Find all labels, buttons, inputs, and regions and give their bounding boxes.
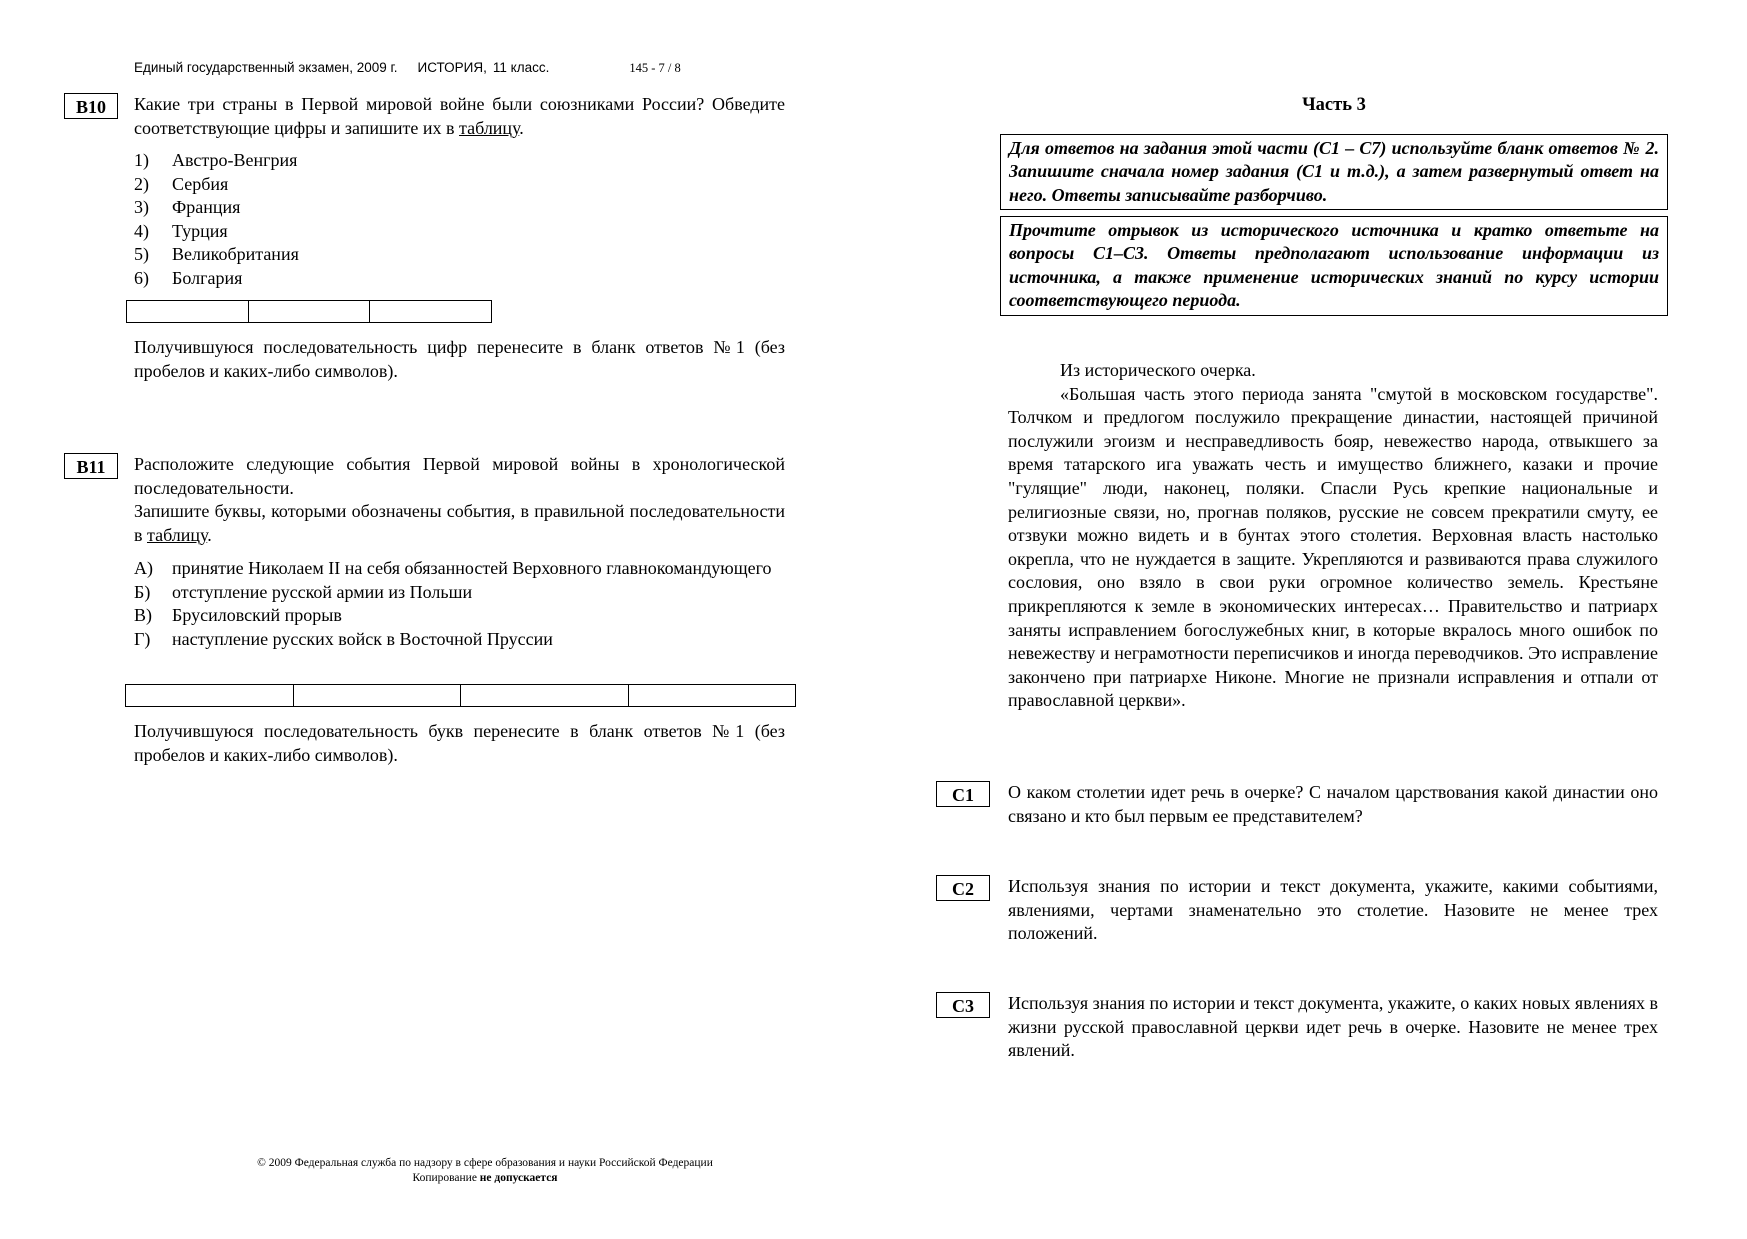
b10-option: 3) Франция bbox=[134, 197, 241, 218]
c2-label: C2 bbox=[936, 875, 990, 901]
b10-option: 2) Сербия bbox=[134, 173, 229, 194]
b10-transfer-note: Получившуюся последовательность цифр перенесите в бланк ответов №1 (без пробелов и каких-либо символов). bbox=[134, 337, 785, 381]
answer-cell[interactable] bbox=[126, 685, 294, 707]
c2-question: Используя знания по истории и текст документа, укажите, какими событиями, явлениями, чертами знаменательно это столетие. Назовите не менее трех положений. bbox=[1008, 876, 1658, 944]
source-instruction-box: Прочтите отрывок из исторического источника и кратко ответьте на вопросы C1–C3. Ответы предполагают использование информации из источника, а также применение исторических знаний по курсу истории соответствующего периода. bbox=[1000, 216, 1668, 316]
page-header bbox=[134, 60, 681, 76]
b10-option: 6) Болгария bbox=[134, 267, 243, 288]
copying-line: Копирование не допускается bbox=[412, 1172, 558, 1184]
source-title: Из исторического очерка. bbox=[1060, 360, 1256, 380]
b10-option: 4) Турция bbox=[134, 220, 228, 241]
c3-label: C3 bbox=[936, 992, 990, 1018]
b11-instruction: Запишите буквы, которыми обозначены события, в правильной последовательности в таблицу. bbox=[134, 501, 785, 545]
b10-table-link: таблицу bbox=[459, 117, 520, 138]
copyright-line: © 2009 Федеральная служба по надзору в сфере образования и науки Российской Федерации bbox=[257, 1157, 713, 1169]
b11-option: В) Брусиловский прорыв bbox=[134, 605, 342, 626]
source-excerpt bbox=[1008, 359, 1658, 713]
c3-question: Используя знания по истории и текст документа, укажите, о каких новых явлениях в жизни русской православной церкви идет речь в очерке. Назовите не менее трех явлений. bbox=[1008, 993, 1658, 1061]
source-text: «Большая часть этого периода занята "смутой в московском государстве". Толчком и предлогом послужило прекращение династии, настоящей причиной послужили эгоизм и несправедливость бояр, невежество народа, отвыкшего за время татарского ига уважать честь и имущество ближнего, казаки и прочие "гулящие" люди, наконец, поляки. Спасли Русь крепкие национальные и религиозные связи, но, прогнав поляков, русские не совсем прекратили смуту, ее отзвуки можно видеть и в бунтах этого столетия. Верховная власть настолько окрепла, что не нуждается в защите. Укрепляются и развиваются права служилого сословия, оно взяло в свои руки огромное количество земель. Крестьяне прикрепляются к земле в экономических интересах… Правительство и патриарх заняты исправлением богослужебных книг, в которые вкралось много ошибок по невежеству и неграмотности переписчиков и иногда переводчиков. Это исправление закончено при патриархе Никоне. Многие не признали исправления и отпали от православной церкви». bbox=[1008, 383, 1658, 711]
b11-option: А) принятие Николаем II на себя обязанностей Верховного главнокомандующего bbox=[134, 558, 772, 578]
b11-option: Б) отступление русской армии из Польши bbox=[134, 581, 473, 602]
b11-table-link: таблицу bbox=[147, 524, 208, 545]
exam-title: Единый государственный экзамен, 2009 г. bbox=[134, 60, 398, 75]
b11-question: Расположите следующие события Первой мировой войны в хронологической последовательности. bbox=[134, 454, 785, 498]
exam-subject: ИСТОРИЯ, bbox=[417, 60, 487, 75]
b10-label: B10 bbox=[64, 93, 118, 119]
b10-option: 5) Великобритания bbox=[134, 244, 299, 265]
b10-question: Какие три страны в Первой мировой войне были союзниками России? Обведите соответствующие цифры и запишите их в таблицу. bbox=[134, 94, 785, 138]
b11-transfer-note: Получившуюся последовательность букв перенесите в бланк ответов №1 (без пробелов и каких-либо символов). bbox=[134, 721, 785, 765]
answer-cell[interactable] bbox=[127, 301, 249, 323]
b11-answer-table[interactable] bbox=[125, 684, 796, 707]
c1-question: О каком столетии идет речь в очерке? С началом царствования какой династии оно связано и кто был первым ее представителем? bbox=[1008, 782, 1658, 826]
b11-option: Г) наступление русских войск в Восточной Пруссии bbox=[134, 628, 553, 649]
part3-instruction-box: Для ответов на задания этой части (C1 – C7) используйте бланк ответов № 2. Запишите сначала номер задания (C1 и т.д.), а затем развернутый ответ на него. Ответы записывайте разборчиво. bbox=[1000, 134, 1668, 210]
b11-label: B11 bbox=[64, 453, 118, 479]
page-number: 145 - 7 / 8 bbox=[629, 61, 681, 75]
copyright-footer bbox=[160, 1156, 810, 1186]
answer-cell[interactable] bbox=[370, 301, 492, 323]
answer-cell[interactable] bbox=[248, 301, 370, 323]
answer-cell[interactable] bbox=[628, 685, 796, 707]
c1-label: C1 bbox=[936, 781, 990, 807]
answer-cell[interactable] bbox=[293, 685, 461, 707]
b10-option: 1) Австро-Венгрия bbox=[134, 150, 298, 170]
answer-cell[interactable] bbox=[461, 685, 629, 707]
part3-title: Часть 3 bbox=[1302, 95, 1366, 115]
b10-options bbox=[134, 149, 734, 291]
b10-answer-table[interactable] bbox=[126, 300, 492, 323]
b11-options bbox=[134, 557, 787, 651]
exam-grade: 11 класс. bbox=[492, 60, 550, 75]
